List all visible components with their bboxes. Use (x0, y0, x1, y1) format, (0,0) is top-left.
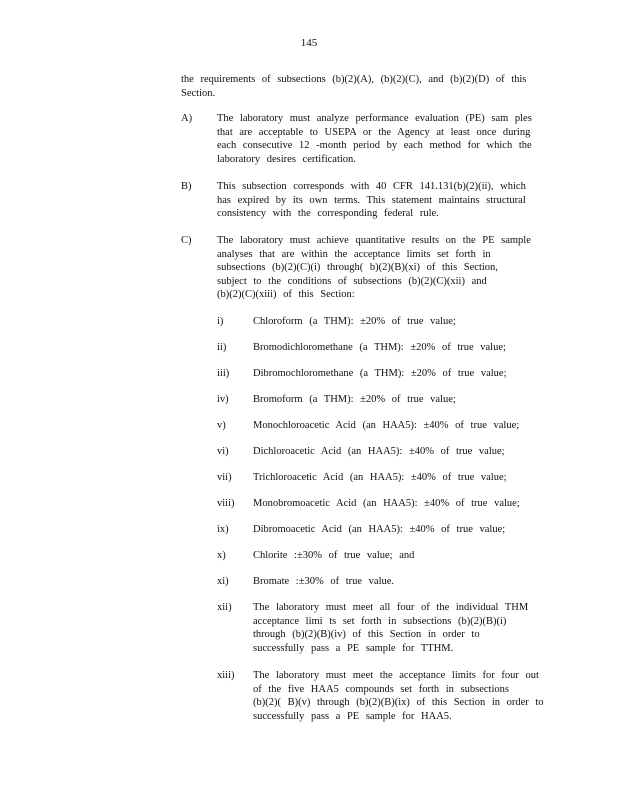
item-text (253, 315, 545, 329)
paragraph-body (217, 234, 539, 302)
item-number: v) (217, 420, 226, 431)
paragraph-line: that are acceptable to USEPA or the Agency at least once during (217, 126, 531, 138)
item-line: Chlorite :±30% of true value; and (253, 550, 415, 561)
item-line: Dibromoacetic Acid (an HAA5): ±40% of true value; (253, 524, 506, 535)
intro-paragraph (181, 73, 536, 100)
item-text (253, 341, 545, 355)
item-text (253, 419, 545, 433)
paragraph-line: The laboratory must analyze performance evaluation (PE) sam ples (217, 113, 532, 124)
paragraph-line: subsections (b)(2)(C)(i) through( b)(2)(B)(xi) of this Section, (217, 262, 498, 273)
paragraph-body (217, 180, 539, 221)
item-number: xi) (217, 576, 229, 587)
intro-line: Section. (181, 87, 216, 99)
item-line: Bromate :±30% of true value. (253, 576, 395, 587)
item-number: ix) (217, 524, 229, 535)
item-number: xii) (217, 602, 232, 613)
item-text (253, 497, 545, 511)
item-line: successfully pass a PE sample for TTHM. (253, 642, 454, 654)
paragraph-line: subject to the conditions of subsections (b)(2)(C)(xii) and (217, 275, 487, 287)
paragraph-line: The laboratory must achieve quantitative results on the PE sample (217, 235, 531, 246)
paragraph-line: analyses that are within the acceptance limits set forth in (217, 248, 491, 260)
item-text (253, 575, 545, 589)
item-number: xiii) (217, 670, 235, 681)
item-line: of the five HAA5 compounds set forth in subsections (253, 683, 509, 695)
item-number: iii) (217, 368, 230, 379)
item-number: i) (217, 316, 224, 327)
item-text (253, 367, 545, 381)
paragraph-marker: A) (181, 113, 193, 124)
item-text (253, 445, 545, 459)
item-line: Dichloroacetic Acid (an HAA5): ±40% of true value; (253, 446, 505, 457)
item-text (253, 523, 545, 537)
item-number: x) (217, 550, 226, 561)
item-line: Trichloroacetic Acid (an HAA5): ±40% of true value; (253, 472, 507, 483)
item-line: Monochloroacetic Acid (an HAA5): ±40% of true value; (253, 420, 520, 431)
item-number: iv) (217, 394, 229, 405)
item-number: viii) (217, 498, 235, 509)
item-number: ii) (217, 342, 227, 353)
item-text (253, 669, 545, 723)
item-text (253, 601, 545, 655)
item-line: Monobromoacetic Acid (an HAA5): ±40% of true value; (253, 498, 520, 509)
item-line: The laboratory must meet the acceptance limits for four out (253, 670, 539, 681)
intro-line: the requirements of subsections (b)(2)(A), (b)(2)(C), and (b)(2)(D) of this (181, 74, 527, 85)
paragraph-line: This subsection corresponds with 40 CFR 141.131(b)(2)(ii), which (217, 181, 526, 192)
paragraph-body (217, 112, 539, 166)
item-line: acceptance limi ts set forth in subsections (b)(2)(B)(i) (253, 615, 507, 627)
paragraph-line: laboratory desires certification. (217, 153, 356, 165)
paragraph-marker: B) (181, 181, 192, 192)
item-line: successfully pass a PE sample for HAA5. (253, 710, 452, 722)
page-number: 145 (300, 37, 318, 49)
item-line: Bromoform (a THM): ±20% of true value; (253, 394, 456, 405)
item-number: vi) (217, 446, 229, 457)
item-number: vii) (217, 472, 232, 483)
item-line: through (b)(2)(B)(iv) of this Section in order to (253, 629, 480, 640)
item-line: (b)(2)( B)(v) through (b)(2)(B)(ix) of this Section in order to (253, 697, 544, 708)
paragraph-line: each consecutive 12 -month period by each method for which the (217, 140, 532, 151)
item-line: Dibromochloromethane (a THM): ±20% of true value; (253, 368, 507, 379)
paragraph-line: consistency with the corresponding federal rule. (217, 208, 439, 219)
item-text (253, 549, 545, 563)
item-text (253, 471, 545, 485)
paragraph-line: has expired by its own terms. This statement maintains structural (217, 194, 526, 206)
paragraph-line: (b)(2)(C)(xiii) of this Section: (217, 289, 355, 300)
item-line: Bromodichloromethane (a THM): ±20% of true value; (253, 342, 506, 353)
item-line: The laboratory must meet all four of the individual THM (253, 602, 529, 613)
item-text (253, 393, 545, 407)
paragraph-marker: C) (181, 235, 192, 246)
item-line: Chloroform (a THM): ±20% of true value; (253, 316, 456, 327)
